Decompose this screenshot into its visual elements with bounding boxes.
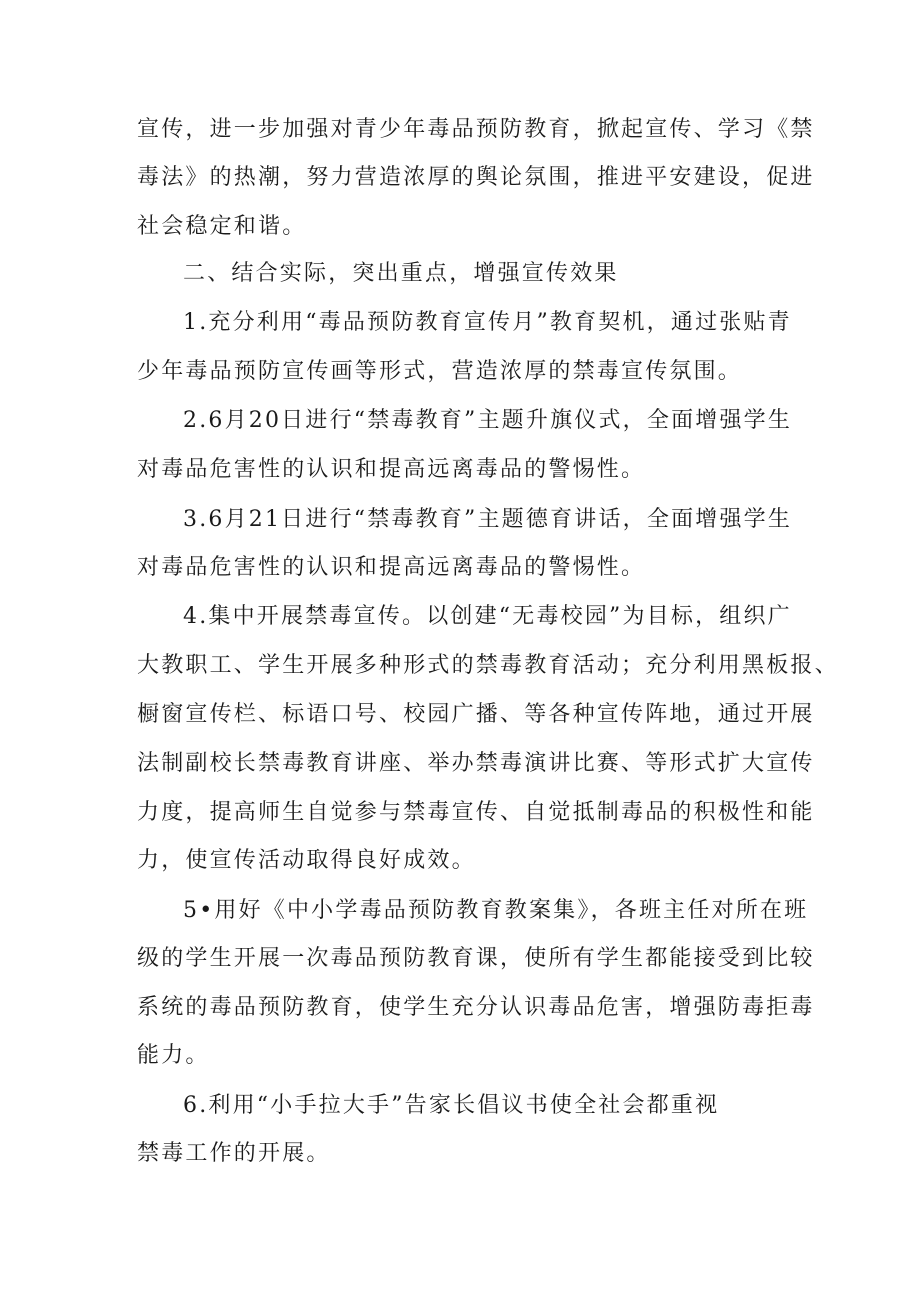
text-line: 大教职工、学生开展多种形式的禁毒教育活动；充分利用黑板报、 [137,653,839,678]
text-line: 4.集中开展禁毒宣传。以创建“无毒校园”为目标，组织广 [183,604,792,629]
text-line: 社会稳定和谐。 [137,214,307,239]
text-line: 1.充分利用“毒品预防教育宣传月”教育契机，通过张贴青 [183,310,792,335]
text-line: 宣传，进一步加强对青少年毒品预防教育，掀起宣传、学习《禁 [137,117,815,142]
text-line: 2.6月20日进行“禁毒教育”主题升旗仪式，全面增强学生 [183,408,793,433]
text-line: 橱窗宣传栏、标语口号、校园广播、等各种宣传阵地，通过开展 [137,702,815,727]
text-line: 少年毒品预防宣传画等形式，营造浓厚的禁毒宣传氛围。 [137,359,743,384]
text-line: 能力。 [137,1043,210,1068]
text-line: 级的学生开展一次毒品预防教育课，使所有学生都能接受到比较 [137,946,815,971]
text-line: 3.6月21日进行“禁毒教育”主题德育讲话，全面增强学生 [183,507,793,532]
text-line: 法制副校长禁毒教育讲座、举办禁毒演讲比赛、等形式扩大宣传 [137,751,815,776]
text-line: 力，使宣传活动取得良好成效。 [137,848,476,873]
text-line: 系统的毒品预防教育，使学生充分认识毒品危害，增强防毒拒毒 [137,995,815,1020]
text-line: 5•用好《中小学毒品预防教育教案集》，各班主任对所在班 [183,898,809,923]
text-line: 禁毒工作的开展。 [137,1141,331,1166]
text-line: 对毒品危害性的认识和提高远离毒品的警惕性。 [137,457,646,482]
text-line: 毒法》的热潮，努力营造浓厚的舆论氛围，推进平安建设，促进 [137,165,815,190]
text-line: 对毒品危害性的认识和提高远离毒品的警惕性。 [137,555,646,580]
text-line: 6.利用“小手拉大手”告家长倡议书使全社会都重视 [183,1093,720,1118]
text-line: 力度，提高师生自觉参与禁毒宣传、自觉抵制毒品的积极性和能 [137,800,815,825]
section-heading: 二、结合实际，突出重点，增强宣传效果 [183,261,619,286]
